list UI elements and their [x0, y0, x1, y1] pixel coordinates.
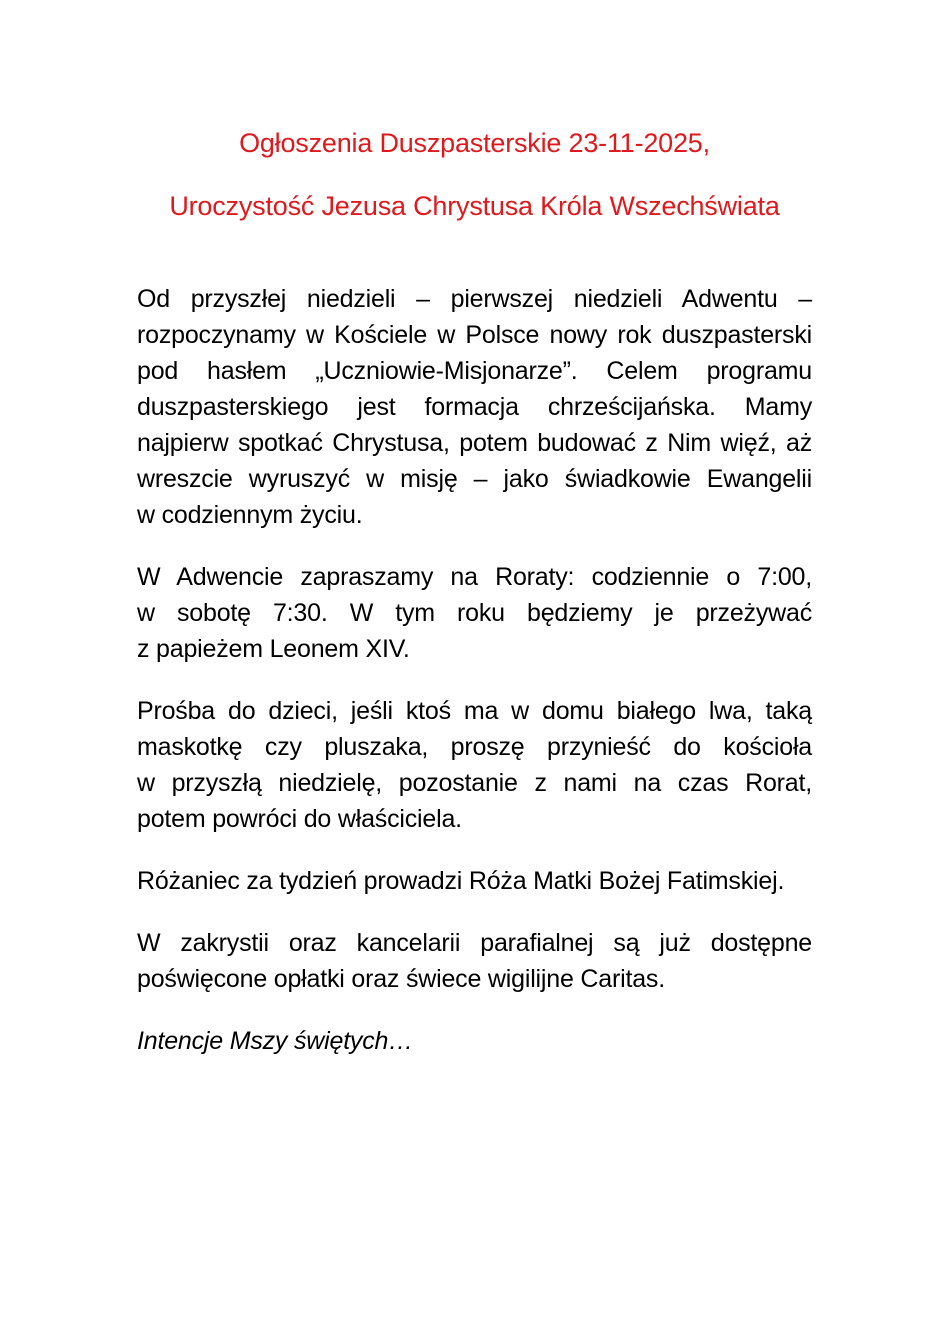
text-line: pod hasłem „Uczniowie-Misjonarze”. Celem programu	[137, 357, 812, 385]
paragraph	[137, 559, 812, 667]
paragraph	[137, 1023, 812, 1059]
document-subtitle: Uroczystość Jezusa Chrystusa Króla Wszechświata	[169, 191, 780, 221]
text-line: najpierw spotkać Chrystusa, potem budować z Nim więź, aż	[137, 429, 812, 457]
document-body	[137, 281, 812, 1059]
text-line: poświęcone opłatki oraz świece wigilijne Caritas.	[137, 965, 665, 993]
text-line: z papieżem Leonem XIV.	[137, 635, 410, 663]
text-line: Intencje Mszy świętych…	[137, 1027, 414, 1055]
document-title: Ogłoszenia Duszpasterskie 23-11-2025,	[239, 128, 710, 158]
text-line: Od przyszłej niedzieli – pierwszej niedzieli Adwentu –	[137, 285, 812, 313]
text-line: w sobotę 7:30. W tym roku będziemy je przeżywać	[137, 599, 812, 627]
paragraph	[137, 281, 812, 533]
text-line: W zakrystii oraz kancelarii parafialnej są już dostępne	[137, 929, 812, 957]
text-line: rozpoczynamy w Kościele w Polsce nowy rok duszpasterski	[137, 321, 812, 349]
paragraph	[137, 863, 812, 899]
text-line: W Adwencie zapraszamy na Roraty: codziennie o 7:00,	[137, 563, 812, 591]
paragraph	[137, 693, 812, 837]
text-line: duszpasterskiego jest formacja chrześcijańska. Mamy	[137, 393, 812, 421]
text-line: potem powróci do właściciela.	[137, 805, 462, 833]
text-line: maskotkę czy pluszaka, proszę przynieść do kościoła	[137, 733, 812, 761]
text-line: wreszcie wyruszyć w misję – jako świadkowie Ewangelii	[137, 465, 812, 493]
text-line: w codziennym życiu.	[137, 501, 363, 529]
text-line: Różaniec za tydzień prowadzi Róża Matki Bożej Fatimskiej.	[137, 867, 785, 895]
text-line: w przyszłą niedzielę, pozostanie z nami na czas Rorat,	[137, 769, 812, 797]
paragraph	[137, 925, 812, 997]
document-page	[137, 0, 812, 1085]
text-line: Prośba do dzieci, jeśli ktoś ma w domu białego lwa, taką	[137, 697, 812, 725]
